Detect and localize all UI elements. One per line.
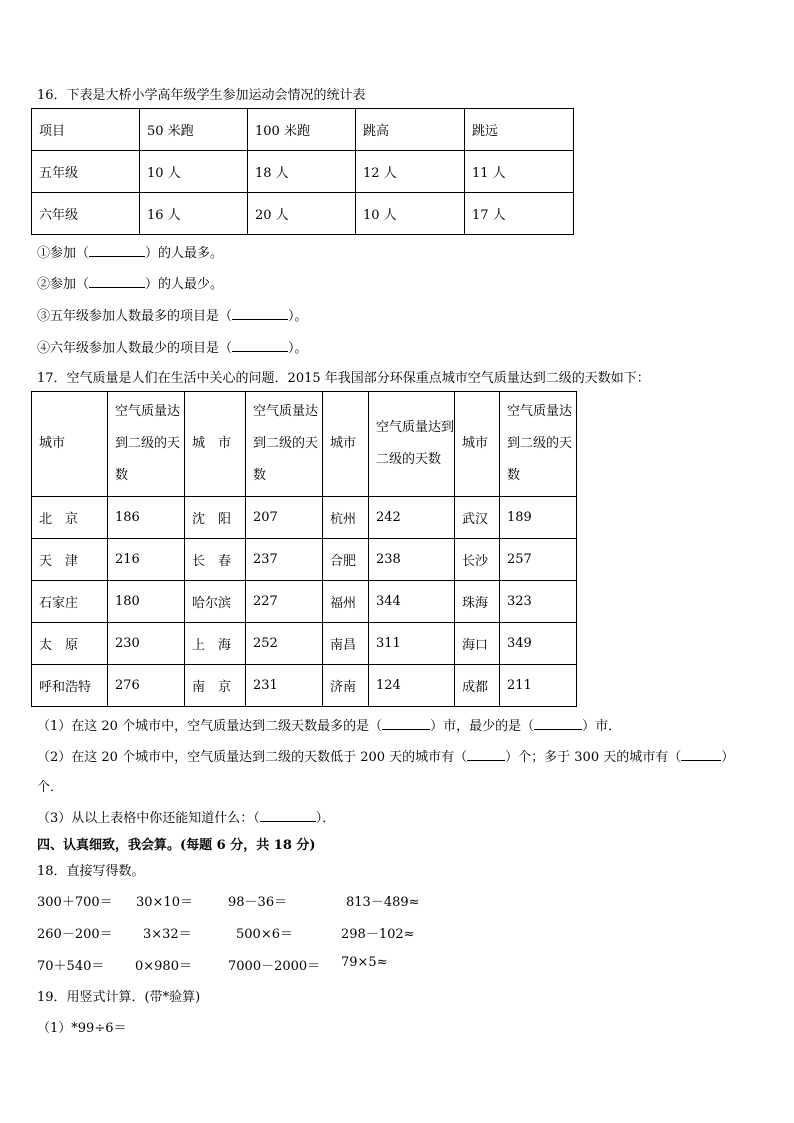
calc-item: 500×6＝: [236, 927, 293, 942]
table-cell: 空气质量达到二级的天数: [369, 392, 455, 497]
table-cell: 上 海: [185, 623, 246, 665]
table-cell: 珠海: [455, 581, 500, 623]
table-cell: 沈 阳: [185, 497, 246, 539]
calc-item: 260－200＝: [37, 927, 113, 942]
table-cell: 北 京: [32, 497, 108, 539]
q16-statement-4: ④六年级参加人数最少的项目是（ ）。: [37, 341, 308, 356]
calc-item: 3×32＝: [143, 927, 192, 942]
q17-title: 17．空气质量是人们在生活中关心的问题．2015 年我国部分环保重点城市空气质量达到二级的天数如下：: [37, 371, 650, 386]
answer-blank[interactable]: [89, 246, 145, 257]
q17-part-2: （2）在这 20 个城市中，空气质量达到二级的天数低于 200 天的城市有（ ）个；多于 300 天的城市有（ ）: [37, 750, 735, 765]
table-cell: 11 人: [465, 151, 574, 193]
table-cell: 311: [369, 623, 455, 665]
q16-title: 16．下表是大桥小学高年级学生参加运动会情况的统计表: [37, 88, 366, 103]
calc-item: 0×980＝: [135, 959, 192, 974]
table-cell: 武汉: [455, 497, 500, 539]
table-row: [32, 623, 577, 665]
answer-blank[interactable]: [260, 811, 316, 822]
table-cell: 跳高: [356, 109, 465, 151]
answer-blank[interactable]: [382, 719, 430, 730]
calc-item: 70＋540＝: [37, 959, 105, 974]
table-cell: 合肥: [323, 539, 369, 581]
q19-item-1: （1）*99÷6＝: [37, 1021, 127, 1036]
table-cell: 太 原: [32, 623, 108, 665]
table-cell: 189: [500, 497, 577, 539]
table-cell: 长 春: [185, 539, 246, 581]
q18-title: 18．直接写得数。: [37, 864, 145, 879]
table-cell: 252: [246, 623, 323, 665]
q17-part-3: （3）从以上表格中你还能知道什么：（ ）．: [37, 811, 336, 826]
table-header-row: [32, 392, 577, 497]
answer-blank[interactable]: [89, 277, 145, 288]
answer-blank[interactable]: [467, 750, 505, 761]
table-cell: 项目: [32, 109, 140, 151]
calc-item: 813－489≈: [346, 895, 420, 910]
table-row: [32, 151, 574, 193]
table-cell: 186: [108, 497, 185, 539]
table-cell: 207: [246, 497, 323, 539]
answer-blank[interactable]: [232, 341, 288, 352]
q19-title: 19．用竖式计算．(带*验算): [37, 990, 201, 1005]
table-row: [32, 497, 577, 539]
table-cell: 227: [246, 581, 323, 623]
table-cell: 50 米跑: [140, 109, 248, 151]
table-cell: 海口: [455, 623, 500, 665]
table-cell: 城市: [32, 392, 108, 497]
table-cell: 238: [369, 539, 455, 581]
table-cell: 17 人: [465, 193, 574, 235]
table-cell: 349: [500, 623, 577, 665]
table-cell: 230: [108, 623, 185, 665]
table-cell: 五年级: [32, 151, 140, 193]
table-cell: 10 人: [356, 193, 465, 235]
table-cell: 344: [369, 581, 455, 623]
q16-statement-3: ③五年级参加人数最多的项目是（ ）。: [37, 309, 308, 324]
table-cell: 216: [108, 539, 185, 581]
table-header-row: [32, 109, 574, 151]
table-cell: 237: [246, 539, 323, 581]
table-cell: 济南: [323, 665, 369, 707]
calc-item: 300＋700＝: [37, 895, 113, 910]
table-cell: 哈尔滨: [185, 581, 246, 623]
table-cell: 18 人: [248, 151, 356, 193]
table-cell: 12 人: [356, 151, 465, 193]
table-row: [32, 665, 577, 707]
answer-blank[interactable]: [232, 309, 288, 320]
table-cell: 323: [500, 581, 577, 623]
table-cell: 六年级: [32, 193, 140, 235]
calc-item: 7000－2000＝: [228, 959, 321, 974]
table-cell: 100 米跑: [248, 109, 356, 151]
calc-item: 79×5≈: [341, 955, 388, 970]
answer-blank[interactable]: [534, 719, 582, 730]
table-cell: 石家庄: [32, 581, 108, 623]
air-quality-table: [31, 391, 577, 707]
table-cell: 成都: [455, 665, 500, 707]
table-row: [32, 193, 574, 235]
table-cell: 16 人: [140, 193, 248, 235]
table-cell: 180: [108, 581, 185, 623]
calc-item: 98－36＝: [228, 895, 288, 910]
table-cell: 杭州: [323, 497, 369, 539]
table-cell: 城 市: [185, 392, 246, 497]
table-cell: 231: [246, 665, 323, 707]
q16-statement-1: ①参加（ ）的人最多。: [37, 246, 224, 261]
table-cell: 20 人: [248, 193, 356, 235]
table-cell: 空气质量达到二级的天数: [108, 392, 185, 497]
table-cell: 城市: [455, 392, 500, 497]
table-cell: 南 京: [185, 665, 246, 707]
table-cell: 空气质量达到二级的天数: [246, 392, 323, 497]
table-cell: 10 人: [140, 151, 248, 193]
table-cell: 124: [369, 665, 455, 707]
table-cell: 276: [108, 665, 185, 707]
table-cell: 城市: [323, 392, 369, 497]
table-cell: 福州: [323, 581, 369, 623]
table-cell: 天 津: [32, 539, 108, 581]
table-row: [32, 581, 577, 623]
calc-item: 298－102≈: [341, 927, 415, 942]
table-row: [32, 539, 577, 581]
q17-part-1: （1）在这 20 个城市中，空气质量达到二级天数最多的是（ ）市，最少的是（ ）市．: [37, 719, 622, 734]
table-cell: 211: [500, 665, 577, 707]
table-cell: 257: [500, 539, 577, 581]
sports-table: [31, 108, 574, 235]
table-cell: 南昌: [323, 623, 369, 665]
answer-blank[interactable]: [681, 750, 721, 761]
q17-part-2-cont: 个．: [37, 780, 64, 795]
section-heading: 四、认真细致，我会算。(每题 6 分，共 18 分): [37, 838, 316, 853]
table-cell: 空气质量达到二级的天数: [500, 392, 577, 497]
table-cell: 242: [369, 497, 455, 539]
calc-item: 30×10＝: [136, 895, 193, 910]
table-cell: 跳远: [465, 109, 574, 151]
q16-statement-2: ②参加（ ）的人最少。: [37, 277, 224, 292]
table-cell: 长沙: [455, 539, 500, 581]
table-cell: 呼和浩特: [32, 665, 108, 707]
